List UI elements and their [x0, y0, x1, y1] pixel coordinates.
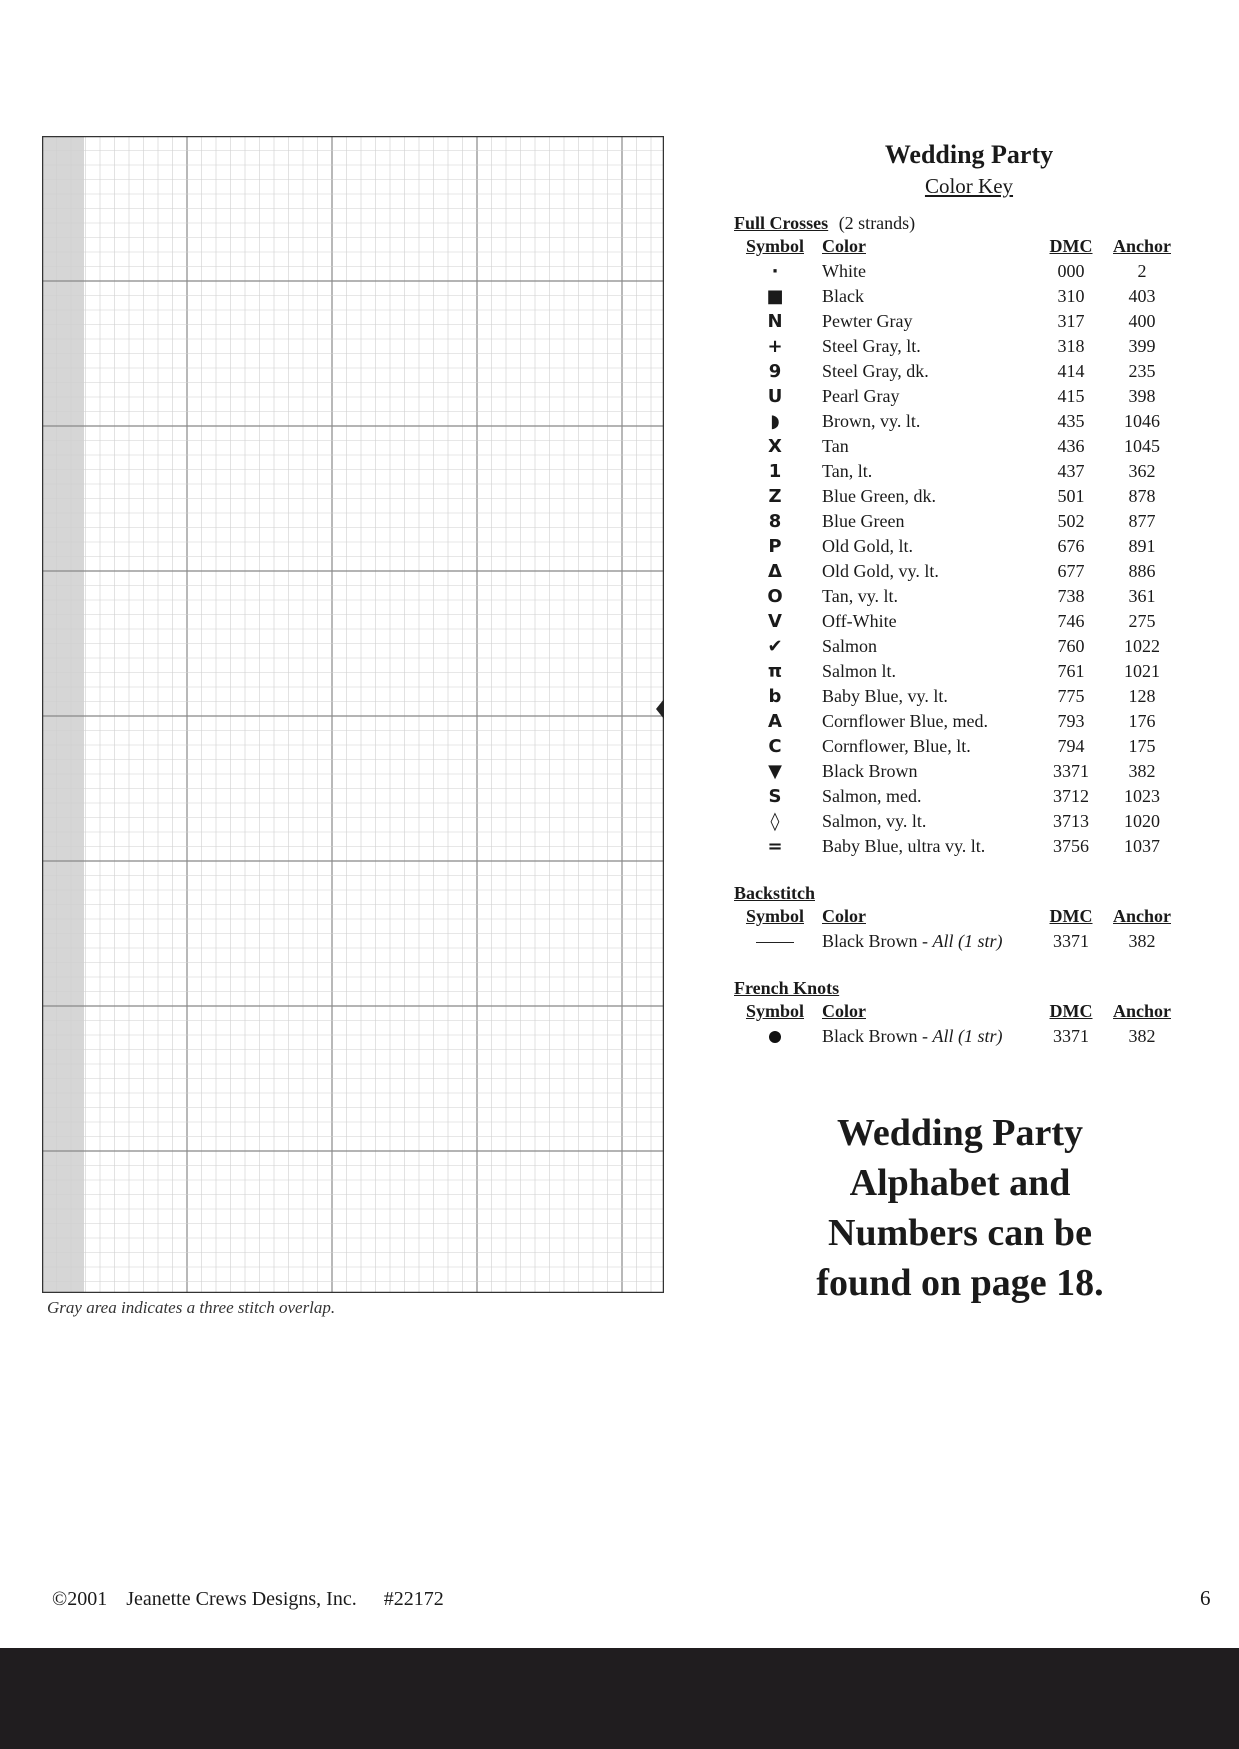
dmc-number: 501	[1057, 486, 1085, 506]
backstitch-table	[734, 904, 1182, 954]
overlap-gray-area	[42, 136, 84, 1293]
color-name: Pewter Gray	[822, 311, 913, 331]
backstitch-strands: All (1 str)	[932, 931, 1003, 951]
color-key-row	[734, 259, 1182, 284]
dmc-number: 435	[1057, 411, 1085, 431]
key-title: Wedding Party	[884, 140, 1054, 169]
company-name: Jeanette Crews Designs, Inc.	[126, 1588, 357, 1610]
color-key-row	[734, 734, 1182, 759]
key-subtitle: Color Key	[924, 174, 1014, 198]
anchor-number: 399	[1128, 336, 1156, 356]
col-color: Color	[822, 906, 866, 926]
french-knot-dot-icon	[734, 1024, 816, 1049]
color-key-row	[734, 759, 1182, 784]
color-key-row	[734, 309, 1182, 334]
pattern-code: #22172	[383, 1588, 444, 1610]
color-name: White	[822, 261, 866, 281]
color-name: Salmon, vy. lt.	[822, 811, 927, 831]
color-name: Brown, vy. lt.	[822, 411, 921, 431]
french-knots-color: Black Brown -	[822, 1026, 933, 1046]
anchor-number: 891	[1128, 536, 1156, 556]
color-symbol: X	[768, 436, 782, 457]
chart-caption: Gray area indicates a three stitch overlap.	[47, 1298, 336, 1317]
color-symbol: C	[768, 736, 782, 757]
color-name: Tan, lt.	[822, 461, 873, 481]
color-name: Old Gold, lt.	[822, 536, 914, 556]
color-symbol: π	[767, 661, 783, 682]
full-crosses-rows	[734, 259, 1182, 859]
color-symbol: Z	[768, 486, 782, 507]
french-knots-table	[734, 999, 1182, 1049]
anchor-number: 886	[1128, 561, 1156, 581]
color-symbol: ◗	[770, 411, 780, 432]
color-symbol: ◊	[770, 811, 780, 832]
col-symbol: Symbol	[745, 236, 805, 256]
col-color: Color	[822, 236, 866, 256]
anchor-number: 1023	[1124, 786, 1160, 806]
color-name: Black	[822, 286, 864, 306]
anchor-number: 2	[1137, 261, 1147, 281]
color-name: Tan, vy. lt.	[822, 586, 899, 606]
color-key-row	[734, 509, 1182, 534]
dmc-number: 793	[1057, 711, 1085, 731]
anchor-number: 1020	[1124, 811, 1160, 831]
anchor-number: 878	[1128, 486, 1156, 506]
anchor-number: 400	[1128, 311, 1156, 331]
color-name: Salmon, med.	[822, 786, 922, 806]
copyright: ©2001	[52, 1588, 108, 1610]
color-key-row	[734, 609, 1182, 634]
color-key-row	[734, 659, 1182, 684]
dmc-number: 414	[1057, 361, 1085, 381]
color-name: Pearl Gray	[822, 386, 900, 406]
french-knots-heading	[734, 978, 1184, 999]
color-key-row	[734, 709, 1182, 734]
anchor-number: 877	[1128, 511, 1156, 531]
color-name: Tan	[822, 436, 849, 456]
color-key-row	[734, 459, 1182, 484]
cross-stitch-chart	[42, 136, 664, 1293]
full-crosses-table	[734, 234, 1182, 859]
col-dmc: DMC	[1049, 906, 1093, 926]
color-symbol: b	[768, 686, 782, 707]
color-key-row	[734, 634, 1182, 659]
full-crosses-header-row	[734, 234, 1182, 259]
color-name: Salmon lt.	[822, 661, 897, 681]
chart-grid-svg	[42, 136, 664, 1293]
color-key-row	[734, 834, 1182, 859]
color-key-row	[734, 784, 1182, 809]
color-symbol: ■	[766, 286, 784, 307]
french-knots-anchor: 382	[1128, 1026, 1156, 1046]
color-symbol: V	[768, 611, 782, 632]
color-symbol: =	[767, 836, 783, 857]
color-key-row	[734, 384, 1182, 409]
anchor-number: 361	[1128, 586, 1156, 606]
color-symbol: 9	[768, 361, 782, 382]
color-name: Blue Green, dk.	[822, 486, 936, 506]
backstitch-line-icon	[734, 929, 816, 954]
color-symbol: A	[768, 711, 782, 732]
scan-edge-band	[0, 1648, 1239, 1749]
color-name: Cornflower, Blue, lt.	[822, 736, 971, 756]
color-symbol: ·	[771, 261, 779, 282]
french-knots-dmc: 3371	[1053, 1026, 1089, 1046]
color-name: Baby Blue, ultra vy. lt.	[822, 836, 986, 856]
col-anchor: Anchor	[1113, 236, 1171, 256]
dmc-number: 3713	[1053, 811, 1089, 831]
backstitch-title: Backstitch	[734, 883, 815, 903]
color-key-row	[734, 409, 1182, 434]
anchor-number: 1037	[1124, 836, 1160, 856]
anchor-number: 1046	[1124, 411, 1160, 431]
dmc-number: 761	[1057, 661, 1085, 681]
backstitch-heading	[734, 883, 1184, 904]
color-key-row	[734, 559, 1182, 584]
anchor-number: 175	[1128, 736, 1156, 756]
dmc-number: 760	[1057, 636, 1085, 656]
dmc-number: 738	[1057, 586, 1085, 606]
note-line: Wedding Party	[837, 1112, 1083, 1154]
color-symbol: ✔	[767, 636, 783, 657]
color-key-row	[734, 809, 1182, 834]
anchor-number: 403	[1128, 286, 1156, 306]
dmc-number: 310	[1057, 286, 1085, 306]
dmc-number: 317	[1057, 311, 1085, 331]
dmc-number: 677	[1057, 561, 1085, 581]
color-name: Cornflower Blue, med.	[822, 711, 988, 731]
color-name: Old Gold, vy. lt.	[822, 561, 939, 581]
color-key	[734, 140, 1184, 1049]
french-knots-row	[734, 1024, 1182, 1049]
color-name: Baby Blue, vy. lt.	[822, 686, 948, 706]
anchor-number: 1022	[1124, 636, 1160, 656]
color-name: Steel Gray, dk.	[822, 361, 929, 381]
color-symbol: N	[767, 311, 783, 332]
anchor-number: 128	[1128, 686, 1156, 706]
col-color: Color	[822, 1001, 866, 1021]
col-symbol: Symbol	[745, 906, 805, 926]
alphabet-note	[770, 1108, 1150, 1308]
color-symbol: ▼	[768, 761, 782, 782]
color-name: Black Brown	[822, 761, 918, 781]
french-knots-strands: All (1 str)	[932, 1026, 1003, 1046]
anchor-number: 382	[1128, 761, 1156, 781]
page-number: 6	[1200, 1586, 1211, 1610]
color-key-row	[734, 359, 1182, 384]
col-dmc: DMC	[1049, 1001, 1093, 1021]
full-crosses-title: Full Crosses	[734, 213, 829, 233]
backstitch-row	[734, 929, 1182, 954]
footer-credit	[52, 1588, 444, 1611]
color-symbol: O	[767, 586, 783, 607]
color-symbol: S	[768, 786, 782, 807]
backstitch-header-row	[734, 904, 1182, 929]
dmc-number: 746	[1057, 611, 1085, 631]
color-name: Off-White	[822, 611, 897, 631]
backstitch-dmc: 3371	[1053, 931, 1089, 951]
dmc-number: 000	[1057, 261, 1085, 281]
color-symbol: U	[767, 386, 783, 407]
full-crosses-note: (2 strands)	[838, 213, 916, 233]
color-key-row	[734, 484, 1182, 509]
dmc-number: 436	[1057, 436, 1085, 456]
color-name: Steel Gray, lt.	[822, 336, 921, 356]
anchor-number: 1045	[1124, 436, 1160, 456]
note-line: Alphabet and	[849, 1162, 1071, 1204]
color-key-row	[734, 584, 1182, 609]
color-symbol: 1	[768, 461, 782, 482]
anchor-number: 398	[1128, 386, 1156, 406]
color-symbol: 8	[768, 511, 782, 532]
color-symbol: Δ	[768, 561, 782, 582]
dmc-number: 318	[1057, 336, 1085, 356]
note-line: Numbers can be	[828, 1212, 1092, 1254]
col-anchor: Anchor	[1113, 906, 1171, 926]
dmc-number: 415	[1057, 386, 1085, 406]
anchor-number: 1021	[1124, 661, 1160, 681]
dmc-number: 676	[1057, 536, 1085, 556]
color-symbol: +	[767, 336, 783, 357]
color-symbol: P	[768, 536, 782, 557]
backstitch-color: Black Brown -	[822, 931, 933, 951]
backstitch-anchor: 382	[1128, 931, 1156, 951]
anchor-number: 275	[1128, 611, 1156, 631]
dmc-number: 437	[1057, 461, 1085, 481]
color-key-row	[734, 684, 1182, 709]
french-knots-title: French Knots	[734, 978, 840, 998]
col-symbol: Symbol	[745, 1001, 805, 1021]
color-name: Salmon	[822, 636, 878, 656]
full-crosses-heading	[734, 213, 1184, 234]
color-key-row	[734, 284, 1182, 309]
dmc-number: 3371	[1053, 761, 1089, 781]
french-knots-header-row	[734, 999, 1182, 1024]
col-dmc: DMC	[1049, 236, 1093, 256]
col-anchor: Anchor	[1113, 1001, 1171, 1021]
dmc-number: 502	[1057, 511, 1085, 531]
color-key-row	[734, 334, 1182, 359]
dmc-number: 775	[1057, 686, 1085, 706]
note-line: found on page 18.	[816, 1262, 1104, 1304]
color-name: Blue Green	[822, 511, 905, 531]
color-key-row	[734, 434, 1182, 459]
dmc-number: 3756	[1053, 836, 1089, 856]
anchor-number: 235	[1128, 361, 1156, 381]
dmc-number: 3712	[1053, 786, 1089, 806]
anchor-number: 362	[1128, 461, 1156, 481]
color-key-row	[734, 534, 1182, 559]
dmc-number: 794	[1057, 736, 1085, 756]
anchor-number: 176	[1128, 711, 1156, 731]
